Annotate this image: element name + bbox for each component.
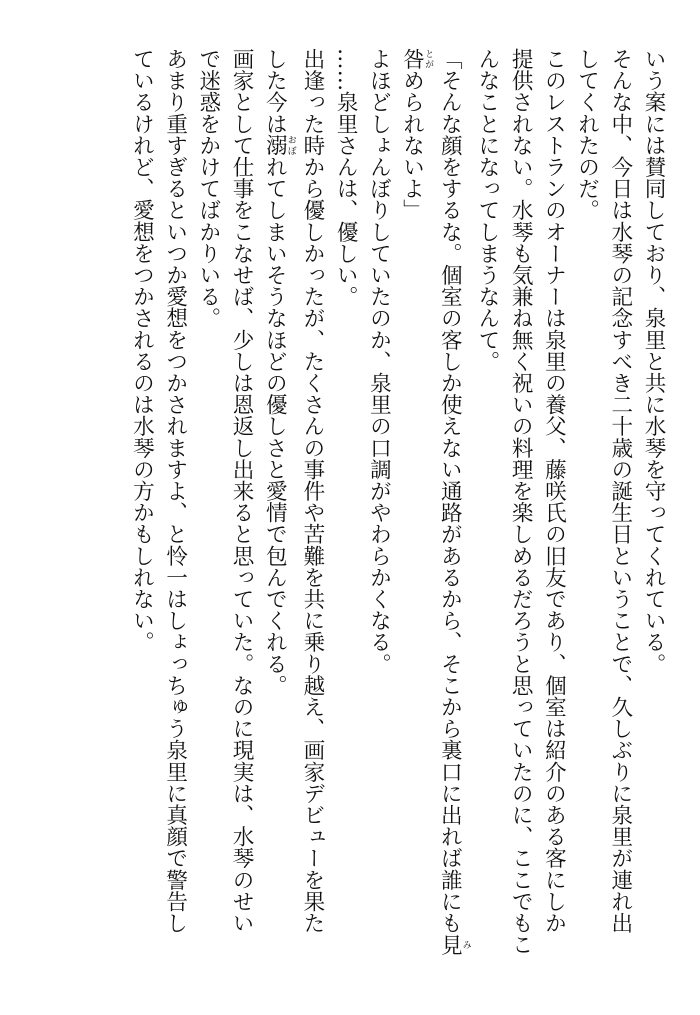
text-line-14-content: で迷惑をかけてばかりいる。 — [195, 48, 221, 329]
text-line-11 — [296, 48, 329, 948]
text-line-6-content: んなことになってしまうなんて。 — [474, 48, 500, 372]
text-line-9 — [362, 48, 395, 948]
text-line-5 — [504, 48, 537, 956]
ruby-toga-base: 咎 — [399, 48, 425, 70]
text-line-1 — [637, 48, 670, 948]
ruby-obo-base: 溺 — [262, 134, 288, 157]
ruby-mi-reading: み — [460, 933, 471, 956]
text-line-2-content: そんな中、今日は水琴の記念すべき二十歳の誕生日ということで、久しぶりに泉里が連れ出 — [607, 48, 633, 934]
text-line-8 — [395, 48, 433, 948]
text-line-12-before: した今は — [262, 48, 288, 135]
text-line-16-content: ているけれど、愛想をつかされるのは水琴の方かもしれない。 — [129, 48, 155, 653]
text-line-15 — [158, 48, 191, 948]
text-line-1-content: いう案には賛同しており、泉里と共に水琴を守ってくれている。 — [641, 48, 666, 675]
text-line-10 — [329, 48, 362, 948]
text-line-14 — [192, 48, 225, 948]
text-line-7 — [433, 48, 471, 956]
text-line-7-before: 「そんな顔をするな。個室の客しか使えない通路があるから、そこから裏口に出れば誰にも — [437, 48, 463, 934]
text-line-2 — [604, 48, 637, 948]
text-line-3 — [570, 48, 603, 948]
ruby-toga — [399, 48, 434, 70]
text-line-5-content: 提供されない。水琴も気兼ね無く祝いの料理を楽しめるだろうと思っていたのに、ここでもこ — [508, 48, 534, 956]
text-line-11-content: 出逢った時から優しかったが、たくさんの事件や苦難を共に乗り越え、画家デビューを果た — [299, 48, 325, 934]
ruby-obo — [262, 134, 296, 157]
vertical-text-body — [20, 48, 670, 956]
ruby-obo-reading: おぼ — [285, 134, 296, 156]
text-line-9-content: よほどしょんぼりしていたのか、泉里の口調がやわらかくなる。 — [366, 48, 392, 675]
text-line-10-content: ……泉里さんは、優しい。 — [333, 48, 359, 308]
text-line-13 — [225, 48, 258, 948]
text-line-4 — [537, 48, 570, 948]
text-line-6 — [471, 48, 504, 948]
text-line-12-after: れてしまいそうなほどの優しさと愛情で包んでくれる。 — [262, 156, 288, 697]
ruby-mi — [437, 933, 471, 956]
text-line-8-after: められないよ」 — [399, 69, 425, 221]
text-line-3-content: してくれたのだ。 — [574, 48, 600, 221]
text-line-16 — [125, 48, 158, 948]
ruby-mi-base: 見 — [437, 933, 463, 956]
text-line-4-content: このレストランのオーナーは泉里の養父、藤咲氏の旧友であり、個室は紹介のある客にしか — [541, 48, 567, 934]
text-line-12 — [258, 48, 296, 948]
text-line-15-content: あまり重すぎるといつか愛想をつかされますよ、と怜一はしょっちゅう泉里に真顔で警告し — [162, 48, 188, 934]
text-line-13-content: 画家として仕事をこなせば、少しは恩返し出来ると思っていた。なのに現実は、水琴のせい — [229, 48, 255, 934]
ruby-toga-reading: とが — [423, 48, 434, 70]
